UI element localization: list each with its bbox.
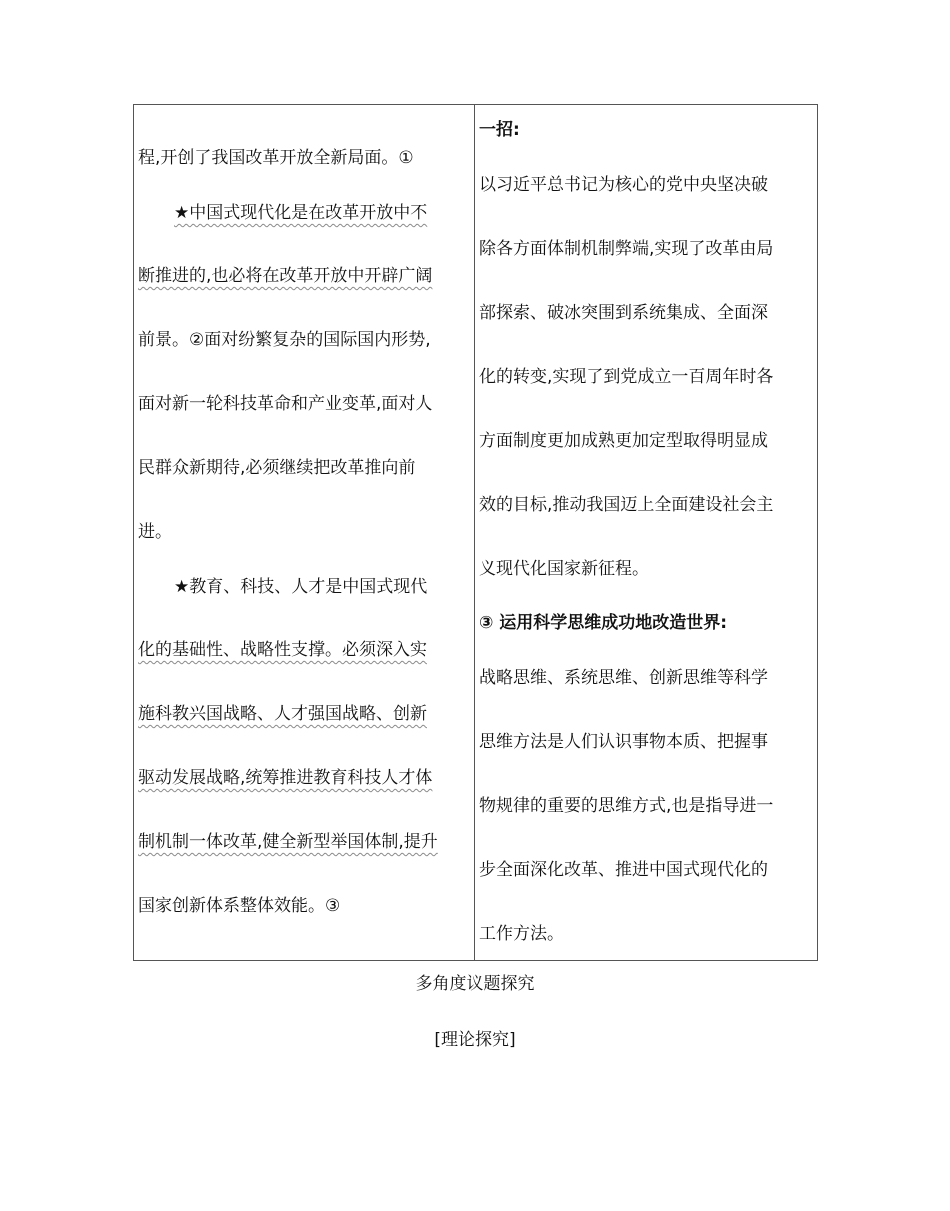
right-heading-2: ③ 运用科学思维成功地改造世界: <box>479 613 728 633</box>
right-line-6: 效的目标,推动我国迈上全面建设社会主 <box>479 495 774 515</box>
left-line-8: ★教育、科技、人才是中国式现代 <box>174 577 428 597</box>
right-line-9: 思维方法是人们认识事物本质、把握事 <box>479 732 768 752</box>
left-line-3: 断推进的,也必将在改革开放中开辟广阔 <box>138 266 433 286</box>
right-line-2: 除各方面体制机制弊端,实现了改革由局 <box>479 239 774 259</box>
right-heading-1: 一招: <box>479 120 520 140</box>
left-line-7: 进。 <box>138 522 172 542</box>
left-line-12: 制机制一体改革,健全新型举国体制,提升 <box>138 832 438 852</box>
right-line-3: 部探索、破冰突围到系统集成、全面深 <box>479 303 768 323</box>
left-cell <box>134 105 475 961</box>
left-line-6: 民群众新期待,必须继续把改革推向前 <box>138 458 416 478</box>
right-line-1: 以习近平总书记为核心的党中央坚决破 <box>479 175 768 195</box>
right-line-7: 义现代化国家新征程。 <box>479 559 649 579</box>
right-line-4: 化的转变,实现了到党成立一百周年时各 <box>479 367 774 387</box>
left-line-11: 驱动发展战略,统筹推进教育科技人才体 <box>138 768 433 788</box>
right-line-5: 方面制度更加成熟更加定型取得明显成 <box>479 431 768 451</box>
right-line-10: 物规律的重要的思维方式,也是指导进一 <box>479 796 774 816</box>
left-line-9: 化的基础性、战略性支撑。必须深入实 <box>138 640 427 660</box>
section-title: 多角度议题探究 <box>415 974 535 994</box>
right-line-11: 步全面深化改革、推进中国式现代化的 <box>479 860 768 880</box>
right-line-8: 战略思维、系统思维、创新思维等科学 <box>479 668 768 688</box>
right-line-12: 工作方法。 <box>479 924 564 944</box>
left-line-1: 程,开创了我国改革开放全新局面。① <box>138 148 414 168</box>
right-cell <box>475 105 818 961</box>
left-line-5: 面对新一轮科技革命和产业变革,面对人 <box>138 394 433 414</box>
left-line-4: 前景。②面对纷繁复杂的国际国内形势, <box>138 330 431 350</box>
content-table <box>133 104 818 961</box>
left-line-13: 国家创新体系整体效能。③ <box>138 896 341 916</box>
left-line-10: 施科教兴国战略、人才强国战略、创新 <box>138 704 427 724</box>
left-line-2: ★中国式现代化是在改革开放中不 <box>174 203 428 223</box>
subsection-title: [理论探究] <box>434 1030 516 1050</box>
